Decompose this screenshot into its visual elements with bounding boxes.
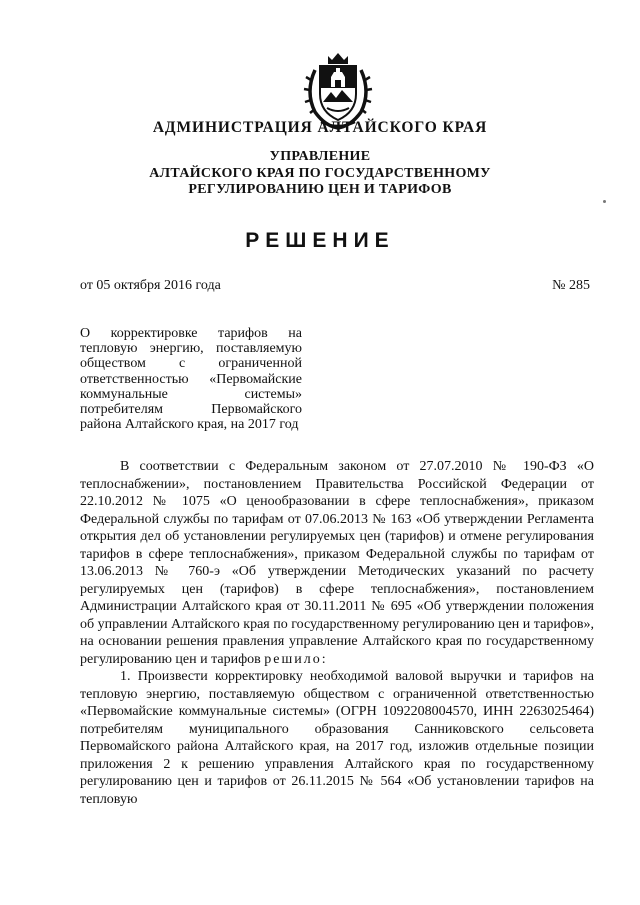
document-subject: О корректировке тарифов на тепловую энергию, поставляемую обществом с ограниченной ответственностью «Первомайские коммунальные системы» потребителям Первомайского района Алтайского края, на 2017 год [80, 326, 302, 433]
body-paragraph: 1. Произвести корректировку необходимой валовой выручки и тарифов на тепловую энергию, поставляемую обществом с ограниченной ответственностью «Первомайские коммунальные системы» (ОГРН 1092208004570, ИНН 2263025464) потребителям муниципального образования Санниковского сельсовета Первомайского района Алтайского края, на 2017 год, изложив отдельные позиции приложения 2 к решению управления Алтайского края по государственному регулированию цен и тарифов от 26.11.2015 № 564 «Об установлении тарифов на тепловую [80, 669, 594, 807]
department-line: УПРАВЛЕНИЕ [269, 149, 371, 164]
decided-keyword: решило: [264, 651, 328, 667]
body-paragraph [80, 458, 594, 668]
body-paragraph-text: В соответствии с Федеральным законом от 27.07.2010 № 190-ФЗ «О теплоснабжении», постановлением Правительства Российской Федерации от 22.10.2012 № 1075 «О ценообразовании в сфере теплоснабжения», приказом Федеральной службы по тарифам от 07.06.2013 № 163 «Об утверждении Регламента открытия дел об установлении регулируемых цен (тарифов) и отмене регулирования тарифов в сфере теплоснабжения», приказом Федеральной службы по тарифам от 13.06.2013 № 760-э «Об утверждении Методических указаний по расчету регулируемых цен (тарифов) в сфере теплоснабжения», постановлением Администрации Алтайского края от 30.11.2011 № 695 «Об утверждении положения об управлении Алтайского края по государственному регулированию цен и тарифов», на основании решения правления управление Алтайского края по государственному регулированию цен и тарифов [80, 459, 594, 667]
department-line: АЛТАЙСКОГО КРАЯ ПО ГОСУДАРСТВЕННОМУ [149, 165, 491, 181]
document-number: № 285 [552, 278, 590, 293]
document-date: от 05 октября 2016 года [80, 278, 221, 293]
administration-title: АДМИНИСТРАЦИЯ АЛТАЙСКОГО КРАЯ [152, 119, 488, 136]
scan-speck [603, 200, 606, 203]
document-body [80, 458, 594, 808]
department-title [0, 149, 640, 199]
department-line: РЕГУЛИРОВАНИЮ ЦЕН И ТАРИФОВ [188, 182, 452, 197]
document-type-title: РЕШЕНИЕ [245, 229, 395, 252]
